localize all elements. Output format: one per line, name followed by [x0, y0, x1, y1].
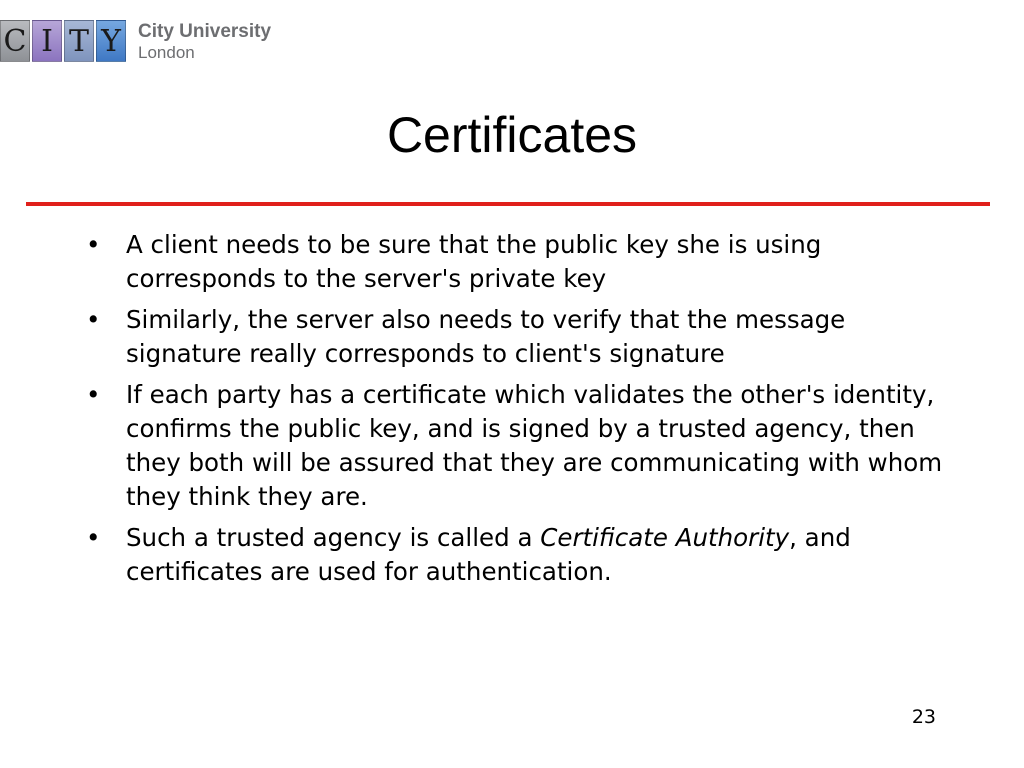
logo-tile-t: T	[64, 20, 94, 62]
bullet-icon: •	[86, 305, 101, 334]
bullet-icon: •	[86, 230, 101, 259]
bullet-icon: •	[86, 380, 101, 409]
logo-tile-i: I	[32, 20, 62, 62]
bullet-text-end: , and certificates are used for authentication.	[126, 523, 851, 586]
bullet-item	[86, 378, 956, 514]
title-divider	[26, 202, 990, 206]
city-university-logo	[0, 20, 271, 64]
bullet-list	[86, 228, 956, 596]
bullet-text: A client needs to be sure that the public key she is using corresponds to the server's private key	[126, 230, 822, 293]
bullet-icon: •	[86, 523, 101, 552]
logo-location: London	[138, 43, 195, 62]
logo-text	[138, 21, 271, 63]
logo-tile-y: Y	[96, 20, 126, 62]
bullet-text: Similarly, the server also needs to verify that the message signature really corresponds to client's signature	[126, 305, 846, 368]
logo-tiles	[0, 20, 128, 64]
logo-tile-c: C	[0, 20, 30, 62]
logo-university-name: City University	[138, 21, 272, 42]
bullet-text-start: Such a trusted agency is called a	[126, 523, 541, 552]
bullet-item	[86, 521, 956, 589]
bullet-item	[86, 228, 956, 296]
bullet-emphasis: Certificate Authority	[540, 523, 790, 552]
bullet-text: If each party has a certificate which validates the other's identity, confirms the public key, and is signed by a trusted agency, then they both will be assured that they are communicating with whom they think they are.	[126, 380, 943, 511]
page-number: 23	[911, 706, 936, 728]
bullet-item	[86, 303, 956, 371]
slide-title: Certificates	[386, 107, 638, 163]
